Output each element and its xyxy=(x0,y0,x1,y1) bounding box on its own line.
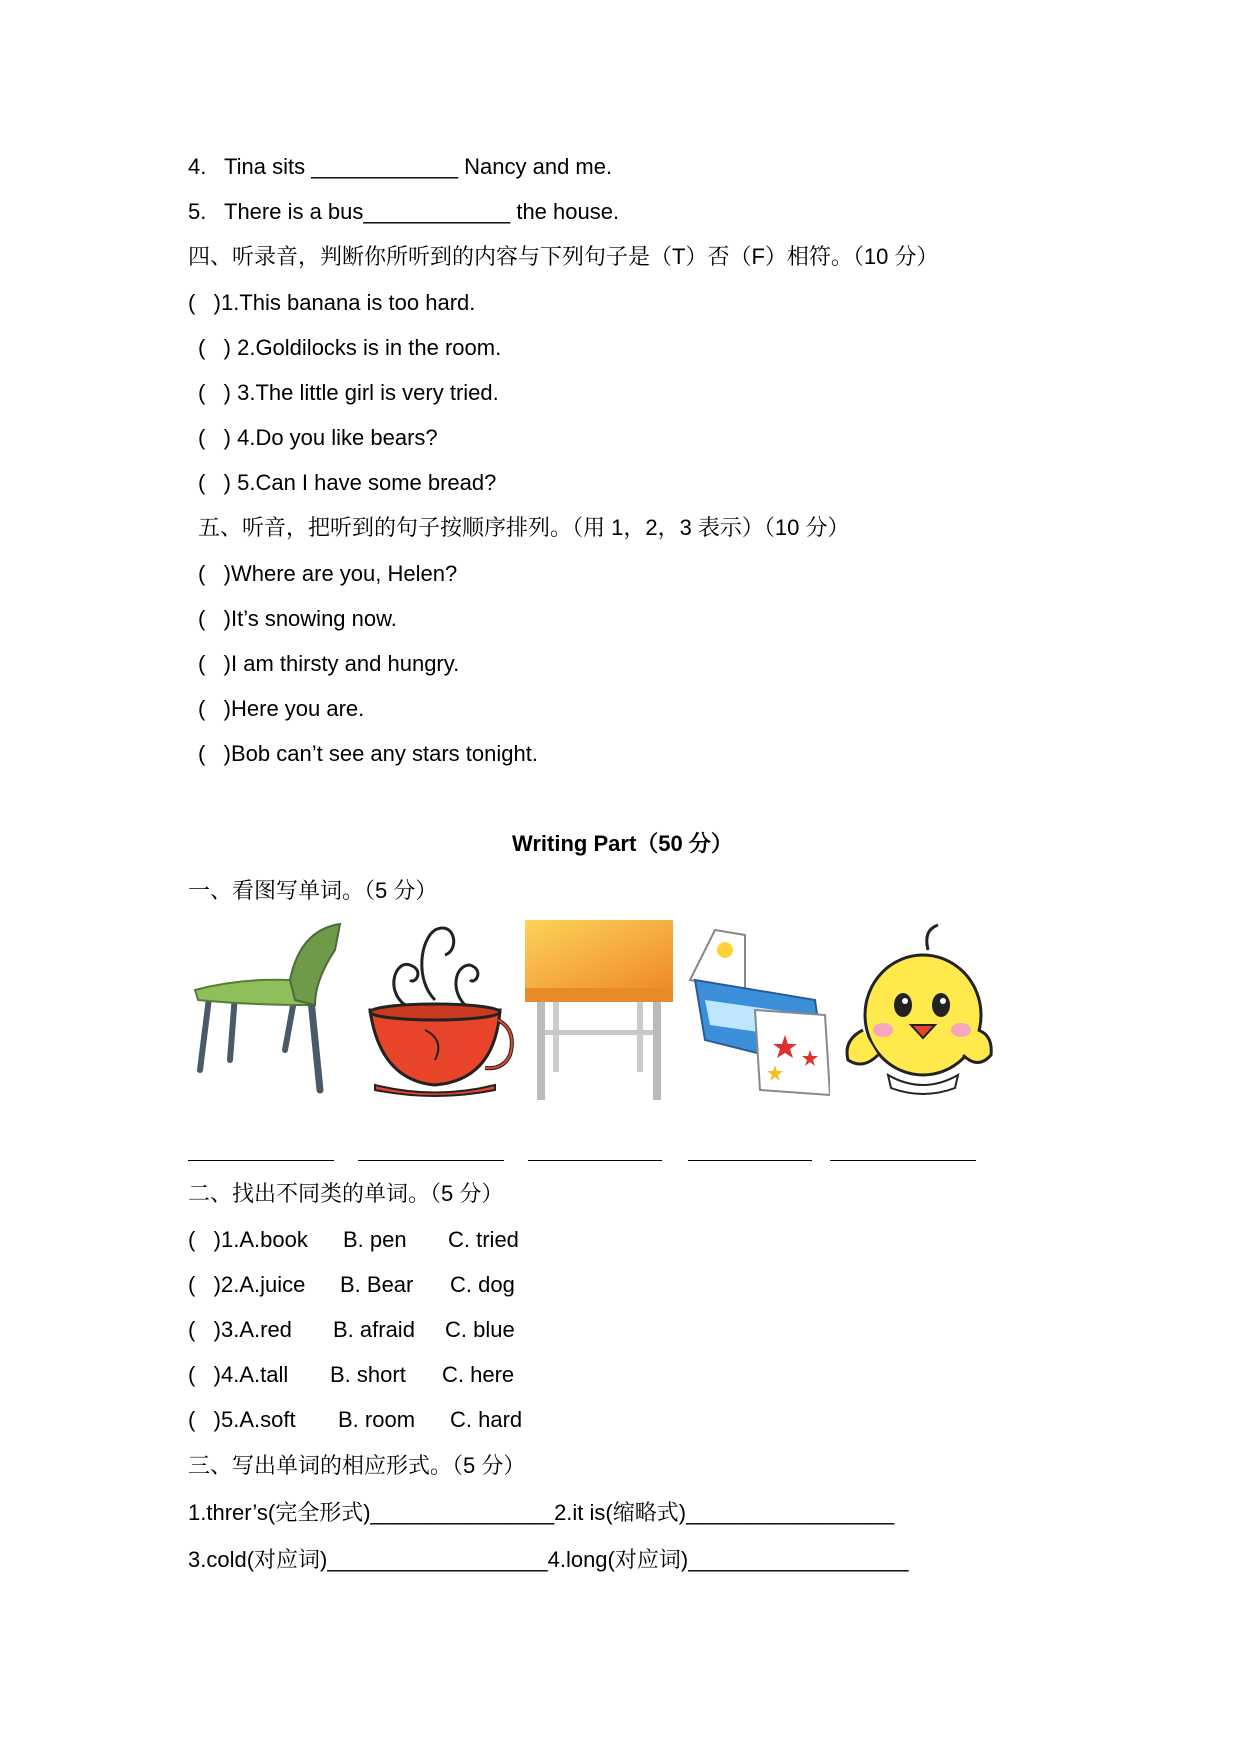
section5-item-3: ( )I am thirsty and hungry. xyxy=(198,651,460,676)
section4-item-2: ( ) 2.Goldilocks is in the room. xyxy=(198,335,502,360)
w2-item-2-option-b: B. Bear xyxy=(340,1272,414,1297)
w2-item-5-question: ( )5.A.soft xyxy=(188,1407,296,1432)
picture-answer-blank-4[interactable] xyxy=(688,1160,812,1161)
picture-answer-blank-1[interactable] xyxy=(188,1160,334,1161)
q4-number: 4. xyxy=(188,154,207,179)
section4-title: 四、听录音，判断你所听到的内容与下列句子是（T）否（F）相符。（10 分） xyxy=(188,244,939,269)
table-picture xyxy=(525,920,675,1100)
w3-title: 三、写出单词的相应形式。（5 分） xyxy=(188,1453,526,1478)
section5-item-4: ( )Here you are. xyxy=(198,696,365,721)
picture-answer-blank-5[interactable] xyxy=(830,1160,976,1161)
section5-item-2: ( )It’s snowing now. xyxy=(198,606,397,631)
w2-item-3-option-c: C. blue xyxy=(445,1317,515,1342)
section4-item-4: ( ) 4.Do you like bears? xyxy=(198,425,438,450)
q4-text: Tina sits ____________ Nancy and me. xyxy=(224,154,613,179)
picture-answer-blank-3[interactable] xyxy=(528,1160,662,1161)
q5-number: 5. xyxy=(188,199,207,224)
w2-item-3-question: ( )3.A.red xyxy=(188,1317,292,1342)
section4-item-1: ( )1.This banana is too hard. xyxy=(188,290,476,315)
w2-item-1-option-c: C. tried xyxy=(448,1227,519,1252)
picture-answer-blank-2[interactable] xyxy=(358,1160,504,1161)
w2-item-4-option-c: C. here xyxy=(442,1362,515,1387)
w1-title: 一、看图写单词。（5 分） xyxy=(188,878,438,903)
section5-item-1: ( )Where are you, Helen? xyxy=(198,561,458,586)
bed-picture xyxy=(685,920,830,1100)
q5-text: There is a bus____________ the house. xyxy=(224,199,620,224)
w2-item-1-option-b: B. pen xyxy=(343,1227,407,1252)
w2-item-5-option-c: C. hard xyxy=(450,1407,523,1432)
w2-item-3-option-b: B. afraid xyxy=(333,1317,415,1342)
w2-item-4-question: ( )4.A.tall xyxy=(188,1362,289,1387)
w2-item-2-question: ( )2.A.juice xyxy=(188,1272,306,1297)
chair-picture xyxy=(190,920,345,1100)
section5-item-5: ( )Bob can’t see any stars tonight. xyxy=(198,741,538,766)
bird-picture xyxy=(843,920,993,1100)
section4-item-5: ( ) 5.Can I have some bread? xyxy=(198,470,497,495)
cup-picture xyxy=(365,920,520,1100)
w2-item-1-question: ( )1.A.book xyxy=(188,1227,308,1252)
w3-line-1: 1.threr’s(完全形式)_______________2.it is(缩略式)_________________ xyxy=(188,1500,895,1525)
w2-item-4-option-b: B. short xyxy=(330,1362,406,1387)
w2-item-2-option-c: C. dog xyxy=(450,1272,515,1297)
w2-title: 二、找出不同类的单词。（5 分） xyxy=(188,1181,504,1206)
w3-line-2: 3.cold(对应词)__________________4.long(对应词)__________________ xyxy=(188,1547,909,1572)
writing-part-title: Writing Part（50 分） xyxy=(512,831,733,856)
section4-item-3: ( ) 3.The little girl is very tried. xyxy=(198,380,499,405)
section5-title: 五、听音，把听到的句子按顺序排列。（用 1，2，3 表示）（10 分） xyxy=(198,515,850,540)
w2-item-5-option-b: B. room xyxy=(338,1407,416,1432)
